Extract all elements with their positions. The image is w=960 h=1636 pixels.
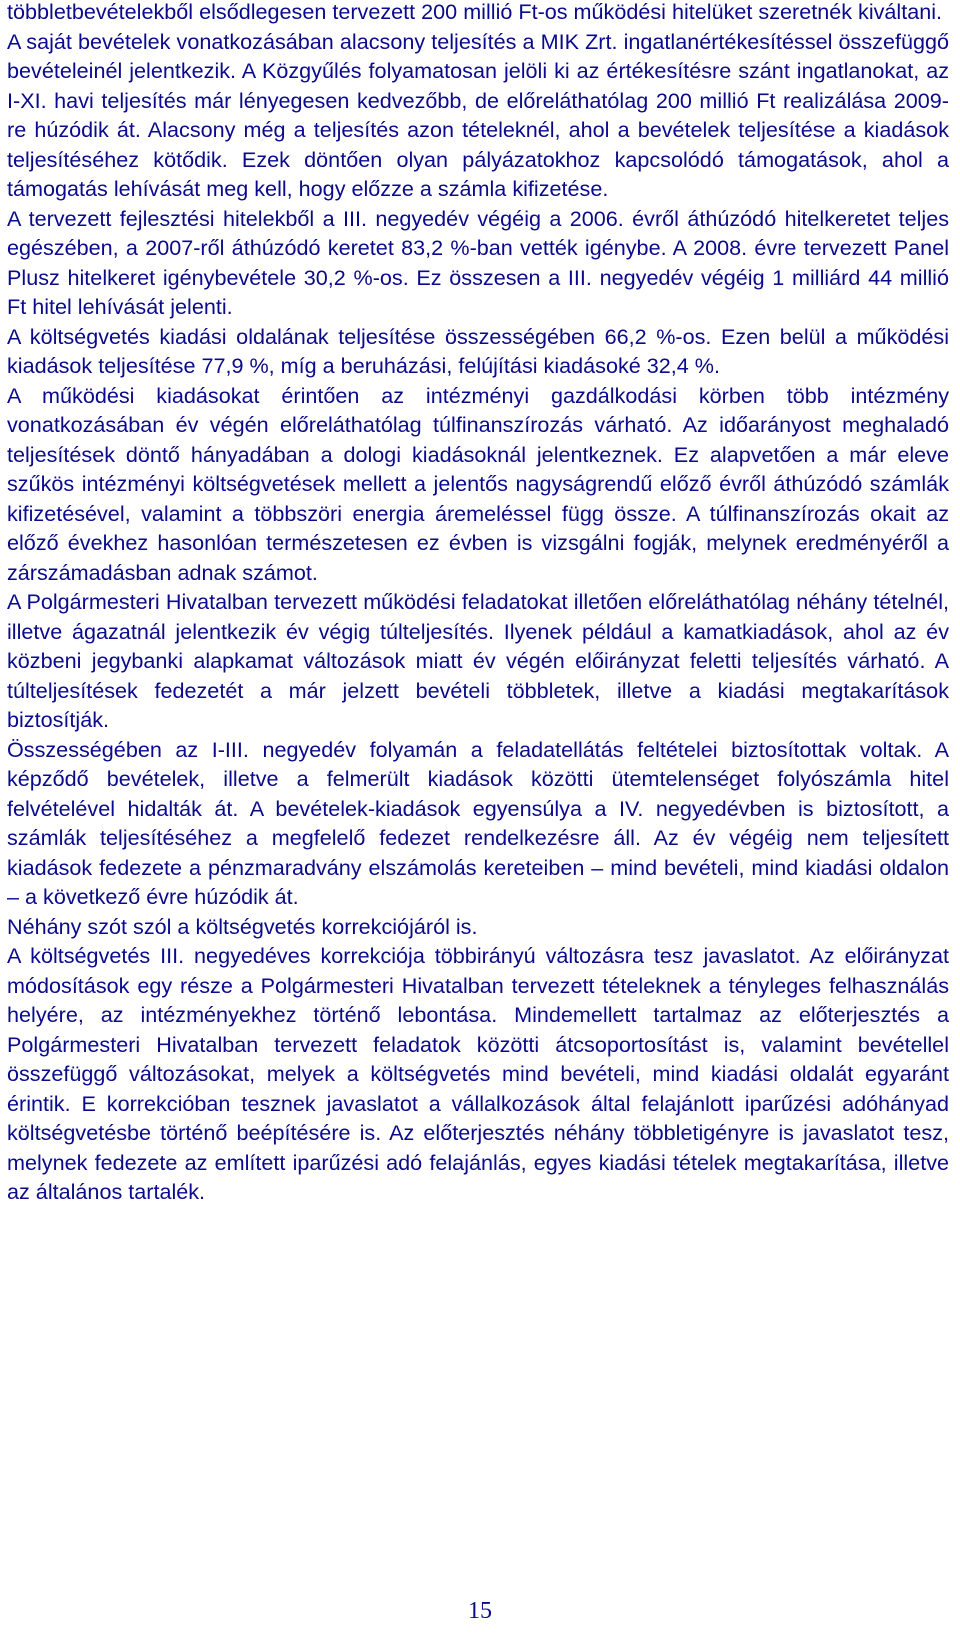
paragraph-8: Néhány szót szól a költségvetés korrekciójáról is. (7, 913, 478, 939)
paragraph-4: A költségvetés kiadási oldalának teljesítése összességében 66,2 %-os. Ezen belül a működési kiadások teljesítése 77,9 %, míg a beruházási, felújítási kiadásoké 32,4 %. (7, 323, 949, 378)
paragraph-1: többletbevételekből elsődlegesen tervezett 200 millió Ft-os működési hitelüket szeretnék kiváltani. (7, 0, 943, 24)
paragraph-2: A saját bevételek vonatkozásában alacsony teljesítés a MIK Zrt. ingatlanértékesítéssel összefüggő bevételeinél jelentkezik. A Közgyűlés folyamatosan jelöli ki az értékesítésre szánt ingatlanokat, az I-XI. havi teljesítés már lényegesen kedvezőbb, de előreláthatólag 200 millió Ft realizálása 2009-re húzódik át. Alacsony még a teljesítés azon tételeknél, ahol a bevételek teljesítése a kiadások teljesítéséhez kötődik. Ezek döntően olyan pályázatokhoz kapcsolódó támogatások, ahol a támogatás lehívását meg kell, hogy előzze a számla kifizetése. (7, 28, 949, 201)
paragraph-5: A működési kiadásokat érintően az intézményi gazdálkodási körben több intézmény vonatkozásában év végén előreláthatólag túlfinanszírozás várható. Az időarányost meghaladó teljesítések döntő hányadában a dologi kiadásoknál jelentkeznek. Ez alapvetően a már eleve szűkös intézményi költségvetések mellett a jelentős nagyságrendű előző évről áthúzódó számlák kifizetésével, valamint a többszöri energia áremeléssel függ össze. A túlfinanszírozás okait az előző évekhez hasonlóan természetesen ez évben is vizsgálni fogják, melynek eredményéről a zárszámadásban adnak számot. (7, 382, 949, 585)
document-body (7, 0, 949, 1207)
paragraph-7: Összességében az I-III. negyedév folyamán a feladatellátás feltételei biztosítottak voltak. A képződő bevételek, illetve a felmerült kiadások közötti ütemtelenséget folyószámla hitel felvételével hidalták át. A bevételek-kiadások egyensúlya a IV. negyedévben is biztosított, a számlák teljesítéséhez a megfelelő fedezet rendelkezésre áll. Az év végéig nem teljesített kiadások fedezete a pénzmaradvány elszámolás kereteiben – mind bevételi, mind kiadási oldalon – a következő évre húzódik át. (7, 736, 949, 909)
paragraph-6: A Polgármesteri Hivatalban tervezett működési feladatokat illetően előreláthatólag néhány tételnél, illetve ágazatnál jelentkezik év végig túlteljesítés. Ilyenek például a kamatkiadások, ahol az év közbeni jegybanki alapkamat változások miatt év végén előirányzat feletti teljesítés várható. A túlteljesítések fedezetét a már jelzett bevételi többletek, illetve a kiadási megtakarítások biztosítják. (7, 589, 949, 732)
paragraph-9: A költségvetés III. negyedéves korrekciója többirányú változásra tesz javaslatot. Az előirányzat módosítások egy része a Polgármesteri Hivatalban tervezett tételeknek a tényleges felhasználás helyére, az intézményekhez történő lebontása. Mindemellett tartalmaz az előterjesztés a Polgármesteri Hivatalban tervezett feladatok közötti átcsoportosítást is, valamint bevétellel összefüggő változásokat, melyek a költségvetés mind bevételi, mind kiadási oldalát egyaránt érintik. E korrekcióban tesznek javaslatot a vállalkozások által felajánlott iparűzési adóhányad költségvetésbe történő beépítésére is. Az előterjesztés néhány többletigényre is javaslatot tesz, melynek fedezete az említett iparűzési adó felajánlás, egyes kiadási tételek megtakarítása, illetve az általános tartalék. (7, 943, 949, 1204)
page-number: 15 (468, 1598, 492, 1624)
paragraph-3: A tervezett fejlesztési hitelekből a III. negyedév végéig a 2006. évről áthúzódó hitelkeretet teljes egészében, a 2007-ről áthúzódó keretet 83,2 %-ban vették igénybe. A 2008. évre tervezett Panel Plusz hitelkeret igénybevétele 30,2 %-os. Ez összesen a III. negyedév végéig 1 milliárd 44 millió Ft hitel lehívását jelenti. (7, 205, 949, 319)
